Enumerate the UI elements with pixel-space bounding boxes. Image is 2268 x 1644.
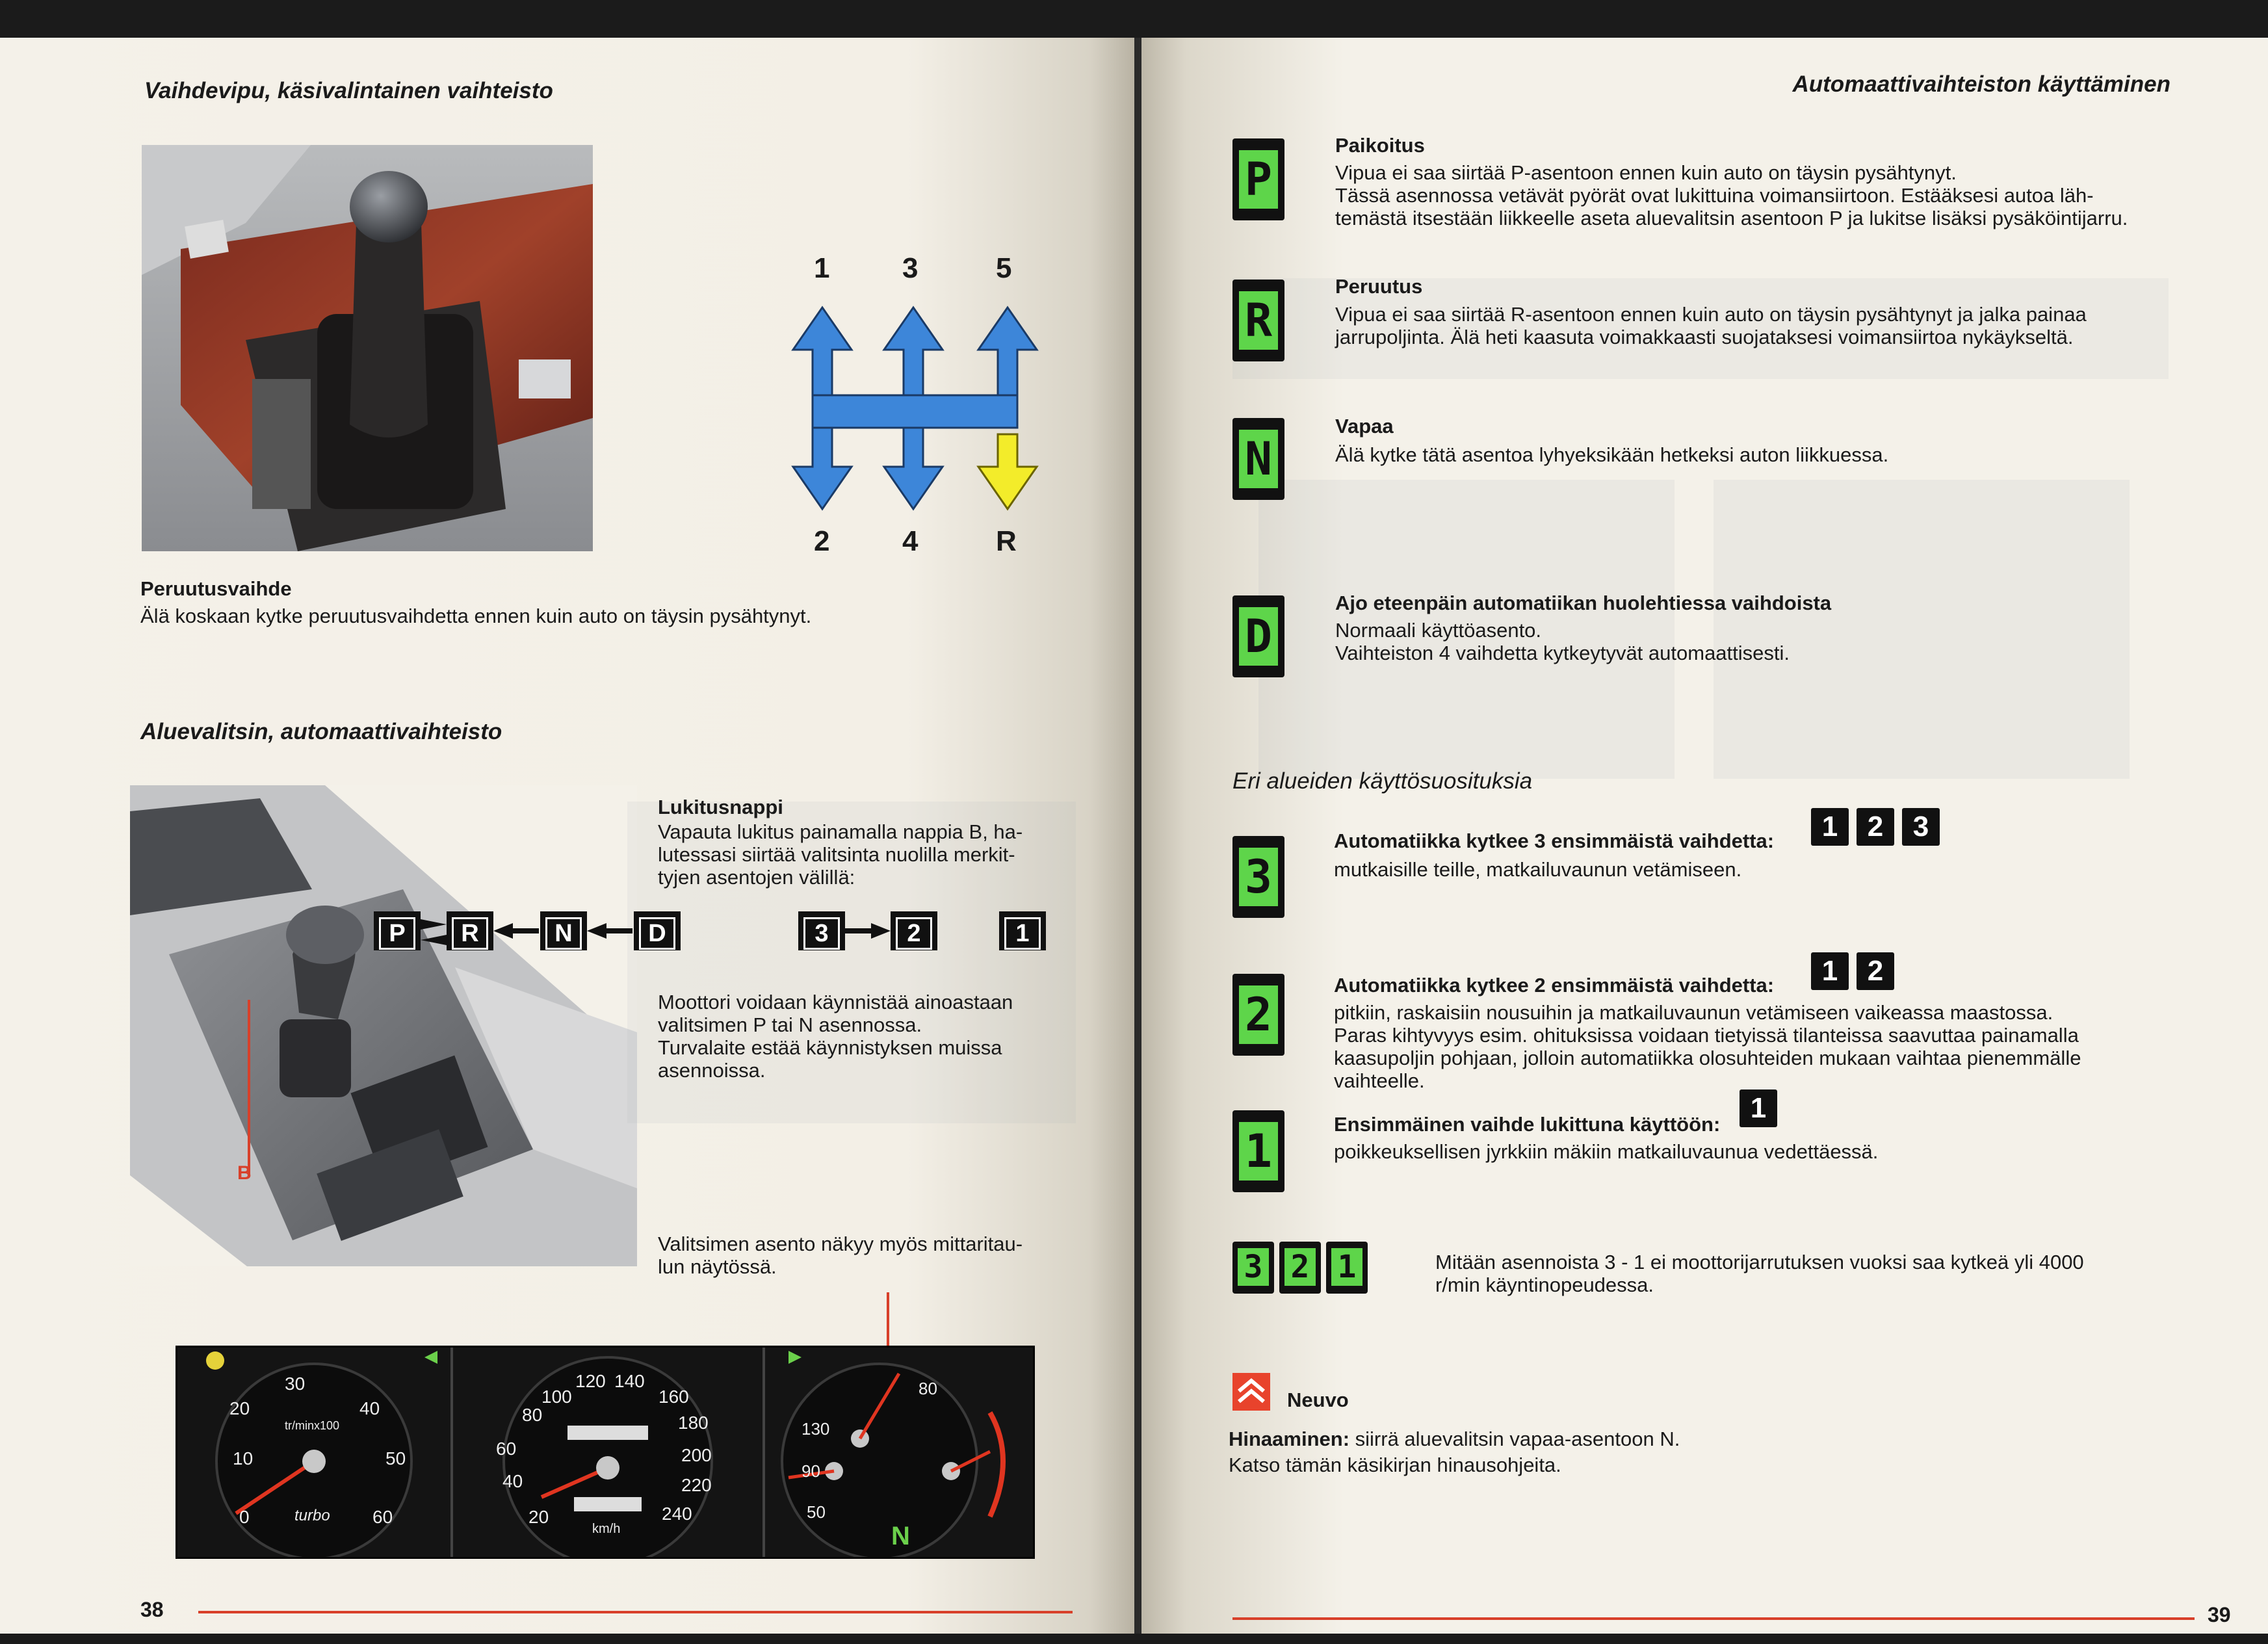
towing-text-line2: Katso tämän käsikirjan hinausohjeita. bbox=[1229, 1454, 1561, 1476]
seq-2: 2 bbox=[891, 911, 937, 950]
tach-30: 30 bbox=[285, 1374, 306, 1394]
speedo-140: 140 bbox=[614, 1371, 645, 1391]
speedo-220: 220 bbox=[681, 1475, 712, 1495]
seq-n: N bbox=[540, 911, 587, 950]
gear-r-label: R bbox=[996, 525, 1017, 557]
brand-logo bbox=[1232, 1373, 1270, 1411]
gear-2-label: 2 bbox=[814, 525, 830, 557]
engine-brake-text: Mitään asennoista 3 - 1 ei moottorijarrutuksen vuoksi saa kytkeä yli 4000 r/min käyntinopeudessa. bbox=[1435, 1251, 2084, 1296]
range-2-gear-2: 2 bbox=[1857, 952, 1894, 990]
range-2-gear-1: 1 bbox=[1811, 952, 1849, 990]
manual-gear-lever-photo bbox=[142, 145, 593, 551]
speedo-100: 100 bbox=[541, 1387, 572, 1407]
reverse-title: Peruutusvaihde bbox=[140, 577, 292, 600]
position-r-badge: R bbox=[1232, 280, 1284, 361]
range-3-title: Automatiikka kytkee 3 ensimmäistä vaihdetta: bbox=[1334, 829, 1775, 852]
page-number-left: 38 bbox=[140, 1598, 164, 1621]
selector-sequence bbox=[374, 911, 1056, 957]
lock-button-text: Vapauta lukitus painamalla nappia B, ha- lutessasi siirtää valitsinta nuolilla merkit- tyjen asentojen välillä: bbox=[658, 820, 1023, 889]
engine-brake-badge-2: 2 bbox=[1279, 1242, 1321, 1294]
position-d-badge: D bbox=[1232, 595, 1284, 677]
gear-5-label: 5 bbox=[996, 252, 1012, 284]
range-3-gear-2: 2 bbox=[1857, 808, 1894, 846]
display-info-text: Valitsimen asento näkyy myös mittaritau- lun näytössä. bbox=[658, 1233, 1023, 1278]
right-page bbox=[1141, 38, 2268, 1634]
gear-indicator: N bbox=[891, 1522, 910, 1550]
speedo-240: 240 bbox=[662, 1504, 692, 1524]
temp-90: 90 bbox=[802, 1461, 820, 1481]
position-p-title: Paikoitus bbox=[1335, 134, 1425, 157]
lock-button-title: Lukitusnappi bbox=[658, 796, 783, 818]
seq-p: P bbox=[374, 911, 421, 950]
seq-3: 3 bbox=[798, 911, 845, 950]
range-3-gear-3: 3 bbox=[1902, 808, 1940, 846]
position-d-title: Ajo eteenpäin automatiikan huolehtiessa vaihdoista bbox=[1335, 592, 1832, 614]
tach-20: 20 bbox=[229, 1398, 250, 1418]
tach-brand: turbo bbox=[294, 1507, 330, 1524]
start-info-text: Moottori voidaan käynnistää ainoastaan valitsimen P tai N asennossa. Turvalaite estää käynnistyksen muissa asennoissa. bbox=[658, 991, 1013, 1082]
range-3-gear-1: 1 bbox=[1811, 808, 1849, 846]
oil-80: 80 bbox=[919, 1379, 937, 1398]
speedo-60: 60 bbox=[496, 1439, 517, 1459]
speedo-180: 180 bbox=[678, 1413, 709, 1433]
speedo-unit: km/h bbox=[592, 1522, 621, 1536]
temp-130: 130 bbox=[802, 1419, 830, 1439]
instrument-cluster bbox=[176, 1346, 1035, 1559]
gear-shift-pattern bbox=[780, 252, 1053, 564]
range-3-badge: 3 bbox=[1232, 836, 1284, 918]
position-d-text: Normaali käyttöasento. Vaihteiston 4 vaihdetta kytkeytyvät automaattisesti. bbox=[1335, 619, 1790, 664]
position-r-title: Peruutus bbox=[1335, 275, 1423, 298]
range-2-text: pitkiin, raskaisiin nousuihin ja matkailuvaunun vetämiseen vaikeassa maastossa. Paras kihtyvyys esim. ohituksissa voidaan tietyissä tilanteissa saavuttaa painamalla kaasupoljin pohjaan, jolloin automatiikka olosuhteiden mukaan vaihtaa pienemmälle vaihteelle. bbox=[1334, 1001, 2081, 1092]
engine-brake-badge-3: 3 bbox=[1232, 1242, 1274, 1294]
gear-1-label: 1 bbox=[814, 252, 830, 284]
engine-brake-badge-1: 1 bbox=[1326, 1242, 1368, 1294]
shift-arrows bbox=[780, 304, 1053, 512]
gear-3-label: 3 bbox=[902, 252, 919, 284]
footer-rule-right bbox=[1232, 1617, 2195, 1620]
speedo-20: 20 bbox=[528, 1507, 549, 1527]
range-1-badge: 1 bbox=[1232, 1110, 1284, 1192]
seq-1: 1 bbox=[999, 911, 1046, 950]
automatic-selector-heading: Aluevalitsin, automaattivaihteisto bbox=[140, 719, 502, 744]
range-1-text: poikkeuksellisen jyrkkiin mäkiin matkailuvaunua vedettäessä. bbox=[1334, 1140, 1879, 1163]
tach-10: 10 bbox=[233, 1448, 254, 1468]
automatic-selector-photo bbox=[130, 785, 637, 1266]
position-p-text: Vipua ei saa siirtää P-asentoon ennen kuin auto on täysin pysähtynyt. Tässä asennossa vetävät pyörät ovat lukittuina voimansiirtoon. Estääksesi autoa läh- temästä itsestään liikkeelle aseta aluevalitsin asentoon P ja lukitse lisäksi pysäköintijarru. bbox=[1335, 161, 2128, 229]
position-p-badge: P bbox=[1232, 138, 1284, 220]
range-2-title: Automatiikka kytkee 2 ensimmäistä vaihdetta: bbox=[1334, 974, 1775, 997]
page-number-right: 39 bbox=[2208, 1603, 2231, 1626]
range-2-badge: 2 bbox=[1232, 974, 1284, 1056]
temp-50: 50 bbox=[807, 1502, 826, 1522]
tach-50: 50 bbox=[385, 1448, 406, 1468]
range-1-title: Ensimmäinen vaihde lukittuna käyttöön: bbox=[1334, 1113, 1721, 1136]
tach-0: 0 bbox=[239, 1507, 250, 1527]
seq-r: R bbox=[447, 911, 493, 950]
book-gutter bbox=[1134, 38, 1141, 1634]
tach-40: 40 bbox=[359, 1398, 380, 1418]
gear-4-label: 4 bbox=[902, 525, 919, 557]
lock-button-label: B bbox=[237, 1162, 252, 1184]
speedo-40: 40 bbox=[502, 1471, 523, 1491]
reverse-text: Älä koskaan kytke peruutusvaihdetta ennen kuin auto on täysin pysähtynyt. bbox=[140, 605, 812, 627]
recommendations-heading: Eri alueiden käyttösuosituksia bbox=[1232, 768, 1533, 794]
manual-gearbox-heading: Vaihdevipu, käsivalintainen vaihteisto bbox=[144, 78, 553, 103]
speedo-80: 80 bbox=[522, 1405, 543, 1425]
tach-60: 60 bbox=[372, 1507, 393, 1527]
speedo-120: 120 bbox=[575, 1371, 606, 1391]
position-n-title: Vapaa bbox=[1335, 415, 1394, 437]
left-page bbox=[0, 38, 1134, 1634]
seq-d: D bbox=[634, 911, 681, 950]
tip-label: Neuvo bbox=[1287, 1389, 1349, 1411]
towing-text: Hinaaminen: siirrä aluevalitsin vapaa-asentoon N. bbox=[1229, 1428, 1680, 1450]
position-n-badge: N bbox=[1232, 418, 1284, 500]
range-1-gear-1: 1 bbox=[1740, 1089, 1777, 1127]
speedo-200: 200 bbox=[681, 1445, 712, 1465]
right-page-heading: Automaattivaihteiston käyttäminen bbox=[1792, 72, 2170, 97]
range-3-text: mutkaisille teille, matkailuvaunun vetämiseen. bbox=[1334, 858, 1742, 881]
position-r-text: Vipua ei saa siirtää R-asentoon ennen kuin auto on täysin pysähtynyt ja jalka painaa jarrupoljinta. Älä heti kaasuta voimakkaasti suojataksesi voimansiirtoa nykäykseltä. bbox=[1335, 303, 2087, 348]
footer-rule-left bbox=[198, 1611, 1073, 1613]
speedo-160: 160 bbox=[658, 1387, 689, 1407]
position-n-text: Älä kytke tätä asentoa lyhyeksikään hetkeksi auton liikkuessa. bbox=[1335, 443, 1889, 466]
tach-unit: tr/minx100 bbox=[285, 1419, 340, 1432]
